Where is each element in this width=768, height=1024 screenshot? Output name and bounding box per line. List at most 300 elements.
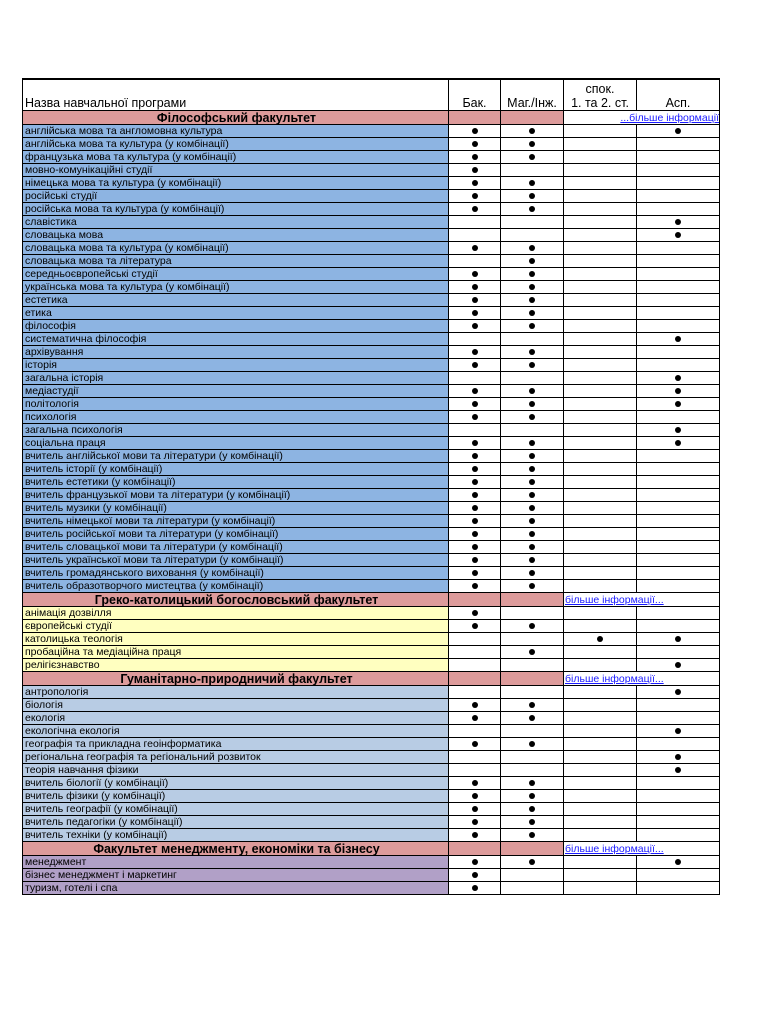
header-combined-line1: спок.	[585, 82, 615, 96]
program-row	[23, 463, 720, 476]
availability-master-cell	[501, 294, 564, 307]
availability-combined-cell	[564, 803, 637, 816]
availability-phd-cell	[637, 138, 720, 151]
bullet-icon	[529, 819, 535, 825]
faculty-empty-cell	[501, 672, 564, 686]
availability-phd-cell	[637, 869, 720, 882]
availability-master-cell	[501, 515, 564, 528]
availability-combined-cell	[564, 242, 637, 255]
availability-phd-cell	[637, 856, 720, 869]
availability-bachelor-cell	[449, 333, 501, 346]
program-row	[23, 633, 720, 646]
program-name: вчитель громадянського виховання (у комбінації)	[23, 567, 449, 580]
availability-combined-cell	[564, 646, 637, 659]
bullet-icon	[472, 453, 478, 459]
availability-master-cell	[501, 502, 564, 515]
program-name: російська мова та культура (у комбінації)	[23, 203, 449, 216]
program-row	[23, 385, 720, 398]
availability-master-cell	[501, 424, 564, 437]
bullet-icon	[529, 570, 535, 576]
availability-master-cell	[501, 164, 564, 177]
availability-combined-cell	[564, 346, 637, 359]
program-name: мовно-комунікаційні студії	[23, 164, 449, 177]
bullet-icon	[472, 832, 478, 838]
availability-phd-cell	[637, 294, 720, 307]
availability-bachelor-cell	[449, 515, 501, 528]
availability-master-cell	[501, 816, 564, 829]
bullet-icon	[472, 206, 478, 212]
bullet-icon	[472, 570, 478, 576]
availability-combined-cell	[564, 738, 637, 751]
availability-master-cell	[501, 437, 564, 450]
availability-phd-cell	[637, 554, 720, 567]
availability-bachelor-cell	[449, 567, 501, 580]
program-name: антропологія	[23, 686, 449, 699]
availability-phd-cell	[637, 411, 720, 424]
availability-phd-cell	[637, 190, 720, 203]
bullet-icon	[675, 754, 681, 760]
bullet-icon	[675, 375, 681, 381]
program-row	[23, 515, 720, 528]
availability-bachelor-cell	[449, 633, 501, 646]
program-name: вчитель естетики (у комбінації)	[23, 476, 449, 489]
availability-bachelor-cell	[449, 528, 501, 541]
program-name: систематична філософія	[23, 333, 449, 346]
program-row	[23, 229, 720, 242]
bullet-icon	[472, 806, 478, 812]
availability-bachelor-cell	[449, 620, 501, 633]
program-row	[23, 281, 720, 294]
availability-phd-cell	[637, 164, 720, 177]
bullet-icon	[472, 610, 478, 616]
availability-bachelor-cell	[449, 268, 501, 281]
availability-combined-cell	[564, 712, 637, 725]
availability-phd-cell	[637, 646, 720, 659]
availability-phd-cell	[637, 580, 720, 593]
availability-bachelor-cell	[449, 725, 501, 738]
availability-master-cell	[501, 541, 564, 554]
program-name: естетика	[23, 294, 449, 307]
availability-master-cell	[501, 882, 564, 895]
availability-master-cell	[501, 633, 564, 646]
program-row	[23, 411, 720, 424]
availability-bachelor-cell	[449, 764, 501, 777]
program-name: вчитель української мови та літератури (у комбінації)	[23, 554, 449, 567]
availability-master-cell	[501, 268, 564, 281]
bullet-icon	[472, 793, 478, 799]
program-name: соціальна праця	[23, 437, 449, 450]
bullet-icon	[472, 128, 478, 134]
availability-phd-cell	[637, 281, 720, 294]
program-row	[23, 164, 720, 177]
availability-master-cell	[501, 751, 564, 764]
program-row	[23, 580, 720, 593]
program-row	[23, 541, 720, 554]
availability-bachelor-cell	[449, 476, 501, 489]
program-name: вчитель російської мови та літератури (у комбінації)	[23, 528, 449, 541]
bullet-icon	[529, 193, 535, 199]
availability-bachelor-cell	[449, 607, 501, 620]
bullet-icon	[529, 323, 535, 329]
availability-bachelor-cell	[449, 554, 501, 567]
bullet-icon	[472, 245, 478, 251]
program-row	[23, 476, 720, 489]
bullet-icon	[529, 583, 535, 589]
availability-combined-cell	[564, 372, 637, 385]
bullet-icon	[529, 206, 535, 212]
bullet-icon	[529, 349, 535, 355]
availability-combined-cell	[564, 764, 637, 777]
bullet-icon	[675, 728, 681, 734]
bullet-icon	[529, 557, 535, 563]
availability-combined-cell	[564, 790, 637, 803]
program-name: психологія	[23, 411, 449, 424]
availability-combined-cell	[564, 463, 637, 476]
header-master: Маг./Інж.	[501, 79, 564, 111]
availability-phd-cell	[637, 790, 720, 803]
program-row	[23, 620, 720, 633]
availability-phd-cell	[637, 528, 720, 541]
availability-bachelor-cell	[449, 489, 501, 502]
availability-bachelor-cell	[449, 307, 501, 320]
bullet-icon	[472, 323, 478, 329]
header-program-name: Назва навчальної програми	[23, 79, 449, 111]
availability-master-cell	[501, 476, 564, 489]
program-name: загальна психологія	[23, 424, 449, 437]
availability-master-cell	[501, 699, 564, 712]
bullet-icon	[529, 388, 535, 394]
bullet-icon	[472, 531, 478, 537]
availability-phd-cell	[637, 398, 720, 411]
program-name: політологія	[23, 398, 449, 411]
availability-bachelor-cell	[449, 411, 501, 424]
availability-combined-cell	[564, 411, 637, 424]
availability-phd-cell	[637, 424, 720, 437]
program-name: менеджмент	[23, 856, 449, 869]
availability-master-cell	[501, 528, 564, 541]
availability-master-cell	[501, 790, 564, 803]
faculty-more-info-cell	[564, 672, 720, 686]
bullet-icon	[472, 349, 478, 355]
availability-bachelor-cell	[449, 359, 501, 372]
availability-combined-cell	[564, 489, 637, 502]
availability-bachelor-cell	[449, 125, 501, 138]
bullet-icon	[675, 219, 681, 225]
availability-phd-cell	[637, 268, 720, 281]
bullet-icon	[529, 492, 535, 498]
bullet-icon	[472, 310, 478, 316]
bullet-icon	[472, 401, 478, 407]
availability-combined-cell	[564, 816, 637, 829]
program-name: анімація дозвілля	[23, 607, 449, 620]
bullet-icon	[529, 362, 535, 368]
availability-phd-cell	[637, 372, 720, 385]
availability-bachelor-cell	[449, 346, 501, 359]
bullet-icon	[529, 297, 535, 303]
availability-master-cell	[501, 320, 564, 333]
program-name: середньоєвропейські студії	[23, 268, 449, 281]
more-info-link[interactable]: ...більше інформації	[565, 842, 664, 855]
program-row	[23, 738, 720, 751]
availability-master-cell	[501, 346, 564, 359]
bullet-icon	[529, 310, 535, 316]
more-info-link[interactable]: ...більше інформації	[565, 593, 664, 606]
availability-phd-cell	[637, 502, 720, 515]
bullet-icon	[529, 401, 535, 407]
program-name: вчитель фізики (у комбінації)	[23, 790, 449, 803]
availability-combined-cell	[564, 385, 637, 398]
availability-master-cell	[501, 463, 564, 476]
availability-bachelor-cell	[449, 646, 501, 659]
availability-bachelor-cell	[449, 738, 501, 751]
bullet-icon	[529, 141, 535, 147]
faculty-header-row	[23, 672, 720, 686]
bullet-icon	[472, 544, 478, 550]
program-name: вчитель педагогіки (у комбінації)	[23, 816, 449, 829]
availability-master-cell	[501, 333, 564, 346]
availability-bachelor-cell	[449, 882, 501, 895]
availability-master-cell	[501, 803, 564, 816]
bullet-icon	[472, 623, 478, 629]
program-row	[23, 138, 720, 151]
bullet-icon	[529, 271, 535, 277]
availability-master-cell	[501, 398, 564, 411]
availability-combined-cell	[564, 255, 637, 268]
availability-bachelor-cell	[449, 659, 501, 672]
more-info-link[interactable]: ...більше інформації	[620, 111, 719, 124]
availability-master-cell	[501, 411, 564, 424]
program-row	[23, 502, 720, 515]
program-name: етика	[23, 307, 449, 320]
availability-combined-cell	[564, 294, 637, 307]
program-row	[23, 294, 720, 307]
program-row	[23, 424, 720, 437]
availability-phd-cell	[637, 725, 720, 738]
availability-combined-cell	[564, 203, 637, 216]
bullet-icon	[529, 466, 535, 472]
availability-bachelor-cell	[449, 216, 501, 229]
program-row	[23, 216, 720, 229]
availability-bachelor-cell	[449, 777, 501, 790]
bullet-icon	[675, 336, 681, 342]
program-name: географія та прикладна геоінформатика	[23, 738, 449, 751]
availability-bachelor-cell	[449, 450, 501, 463]
availability-master-cell	[501, 856, 564, 869]
program-row	[23, 372, 720, 385]
bullet-icon	[675, 427, 681, 433]
availability-master-cell	[501, 686, 564, 699]
availability-phd-cell	[637, 333, 720, 346]
program-row	[23, 882, 720, 895]
availability-bachelor-cell	[449, 686, 501, 699]
availability-combined-cell	[564, 554, 637, 567]
availability-bachelor-cell	[449, 203, 501, 216]
availability-phd-cell	[637, 829, 720, 842]
program-row	[23, 699, 720, 712]
bullet-icon	[472, 859, 478, 865]
bullet-icon	[529, 284, 535, 290]
program-name: пробаційна та медіаційна праця	[23, 646, 449, 659]
faculty-empty-cell	[501, 593, 564, 607]
availability-master-cell	[501, 151, 564, 164]
bullet-icon	[472, 167, 478, 173]
program-name: вчитель образотворчого мистецтва (у комбінації)	[23, 580, 449, 593]
program-row	[23, 333, 720, 346]
availability-phd-cell	[637, 255, 720, 268]
faculty-empty-cell	[449, 593, 501, 607]
study-programs-table	[22, 78, 720, 895]
bullet-icon	[529, 518, 535, 524]
bullet-icon	[472, 741, 478, 747]
availability-master-cell	[501, 738, 564, 751]
bullet-icon	[529, 780, 535, 786]
program-row	[23, 869, 720, 882]
bullet-icon	[529, 505, 535, 511]
program-name: екологія	[23, 712, 449, 725]
program-name: загальна історія	[23, 372, 449, 385]
availability-combined-cell	[564, 607, 637, 620]
faculty-title: Греко-католицький богословський факультет	[23, 593, 449, 607]
availability-master-cell	[501, 659, 564, 672]
program-row	[23, 437, 720, 450]
availability-combined-cell	[564, 333, 637, 346]
availability-phd-cell	[637, 177, 720, 190]
availability-master-cell	[501, 620, 564, 633]
program-row	[23, 567, 720, 580]
availability-combined-cell	[564, 699, 637, 712]
program-name: туризм, готелі і спа	[23, 882, 449, 895]
availability-bachelor-cell	[449, 138, 501, 151]
bullet-icon	[675, 859, 681, 865]
bullet-icon	[529, 245, 535, 251]
bullet-icon	[529, 128, 535, 134]
bullet-icon	[472, 193, 478, 199]
faculty-empty-cell	[501, 842, 564, 856]
bullet-icon	[472, 505, 478, 511]
program-name: вчитель німецької мови та літератури (у комбінації)	[23, 515, 449, 528]
availability-phd-cell	[637, 359, 720, 372]
bullet-icon	[472, 885, 478, 891]
bullet-icon	[529, 414, 535, 420]
program-row	[23, 646, 720, 659]
bullet-icon	[472, 414, 478, 420]
bullet-icon	[472, 362, 478, 368]
bullet-icon	[529, 702, 535, 708]
availability-phd-cell	[637, 803, 720, 816]
availability-bachelor-cell	[449, 463, 501, 476]
bullet-icon	[472, 180, 478, 186]
availability-combined-cell	[564, 541, 637, 554]
availability-combined-cell	[564, 229, 637, 242]
availability-phd-cell	[637, 751, 720, 764]
availability-bachelor-cell	[449, 164, 501, 177]
program-name: бізнес менеджмент і маркетинг	[23, 869, 449, 882]
program-name: російські студії	[23, 190, 449, 203]
bullet-icon	[472, 780, 478, 786]
program-row	[23, 203, 720, 216]
availability-bachelor-cell	[449, 790, 501, 803]
availability-combined-cell	[564, 502, 637, 515]
availability-master-cell	[501, 385, 564, 398]
bullet-icon	[472, 284, 478, 290]
availability-bachelor-cell	[449, 502, 501, 515]
availability-master-cell	[501, 450, 564, 463]
availability-combined-cell	[564, 216, 637, 229]
bullet-icon	[675, 401, 681, 407]
availability-phd-cell	[637, 476, 720, 489]
availability-combined-cell	[564, 567, 637, 580]
program-row	[23, 489, 720, 502]
availability-master-cell	[501, 255, 564, 268]
bullet-icon	[529, 832, 535, 838]
program-row	[23, 764, 720, 777]
availability-bachelor-cell	[449, 281, 501, 294]
faculty-more-info-cell	[564, 842, 720, 856]
availability-master-cell	[501, 712, 564, 725]
availability-master-cell	[501, 869, 564, 882]
program-row	[23, 268, 720, 281]
availability-combined-cell	[564, 437, 637, 450]
availability-combined-cell	[564, 751, 637, 764]
availability-bachelor-cell	[449, 320, 501, 333]
program-row	[23, 320, 720, 333]
faculty-header-row	[23, 593, 720, 607]
availability-bachelor-cell	[449, 398, 501, 411]
more-info-link[interactable]: ...більше інформації	[565, 672, 664, 685]
availability-bachelor-cell	[449, 294, 501, 307]
program-row	[23, 725, 720, 738]
bullet-icon	[472, 141, 478, 147]
availability-phd-cell	[637, 777, 720, 790]
program-row	[23, 255, 720, 268]
availability-combined-cell	[564, 320, 637, 333]
bullet-icon	[675, 689, 681, 695]
program-name: словацька мова та література	[23, 255, 449, 268]
bullet-icon	[675, 232, 681, 238]
availability-phd-cell	[637, 151, 720, 164]
availability-master-cell	[501, 307, 564, 320]
availability-combined-cell	[564, 620, 637, 633]
availability-phd-cell	[637, 229, 720, 242]
availability-combined-cell	[564, 580, 637, 593]
faculty-header-row	[23, 111, 720, 125]
bullet-icon	[472, 479, 478, 485]
program-name: біологія	[23, 699, 449, 712]
availability-bachelor-cell	[449, 803, 501, 816]
availability-master-cell	[501, 203, 564, 216]
bullet-icon	[529, 154, 535, 160]
availability-master-cell	[501, 646, 564, 659]
program-row	[23, 554, 720, 567]
availability-master-cell	[501, 567, 564, 580]
header-row	[23, 79, 720, 111]
program-name: англійська мова та культура (у комбінації)	[23, 138, 449, 151]
availability-master-cell	[501, 216, 564, 229]
availability-bachelor-cell	[449, 385, 501, 398]
program-name: вчитель географії (у комбінації)	[23, 803, 449, 816]
bullet-icon	[472, 518, 478, 524]
availability-combined-cell	[564, 777, 637, 790]
availability-combined-cell	[564, 268, 637, 281]
program-name: вчитель словацької мови та літератури (у комбінації)	[23, 541, 449, 554]
program-name: словацька мова	[23, 229, 449, 242]
availability-combined-cell	[564, 869, 637, 882]
availability-bachelor-cell	[449, 151, 501, 164]
program-name: теорія навчання фізики	[23, 764, 449, 777]
faculty-title: Філософський факультет	[23, 111, 449, 125]
availability-phd-cell	[637, 686, 720, 699]
availability-phd-cell	[637, 699, 720, 712]
